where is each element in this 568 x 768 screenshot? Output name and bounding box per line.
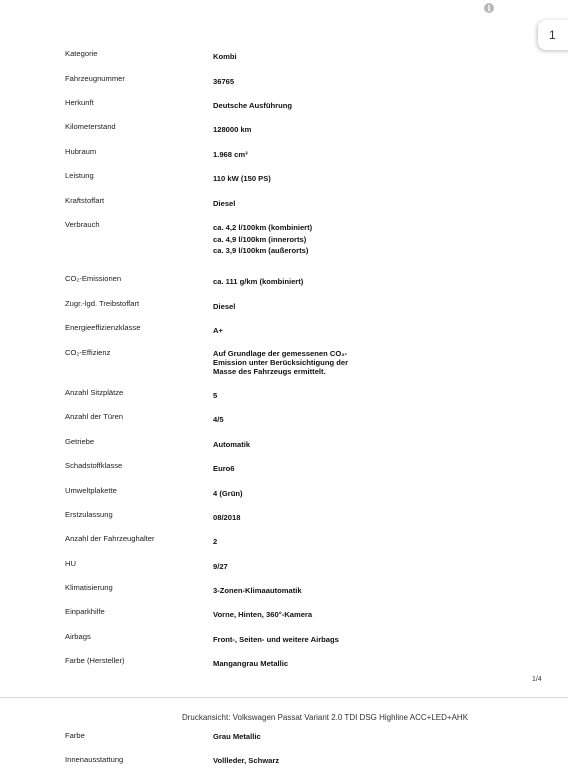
consumption-extra-urban: ca. 3,9 l/100km (außerorts) [213,246,309,255]
spec-value: A+ [213,326,223,335]
spec-label: Umweltplakette [65,486,117,495]
spec-label: Anzahl Sitzplätze [65,388,124,397]
spec-value: Vollleder, Schwarz [213,756,280,765]
spec-label: Klimatisierung [65,583,113,592]
spec-value: Diesel [213,302,236,311]
spec-value: Vorne, Hinten, 360°-Kamera [213,610,313,619]
spec-value: ca. 111 g/km (kombiniert) [213,277,304,286]
spec-value: 4 (Grün) [213,489,243,498]
page-indicator-badge: 1 [538,20,568,50]
spec-value: 4/5 [213,415,224,424]
spec-label: Airbags [65,632,91,641]
spec-label: Energieeffizienzklasse [65,323,141,332]
spec-label: Fahrzeugnummer [65,74,125,83]
spec-label: Hubraum [65,147,97,156]
spec-label: Anzahl der Türen [65,412,124,421]
spec-label: Innenausstattung [65,755,124,764]
spec-label: Schadstoffklasse [65,461,123,470]
consumption-combined: ca. 4,2 l/100km (kombiniert) [213,223,313,232]
page-divider [0,697,568,698]
spec-value: Euro6 [213,464,235,473]
spec-label: Kraftstoffart [65,196,105,205]
spec-value: Automatik [213,440,251,449]
spec-value: Deutsche Ausführung [213,101,293,110]
spec-value [213,222,312,257]
spec-value: Front-, Seiten- und weitere Airbags [213,635,339,644]
print-header: Druckansicht: Volkswagen Passat Variant 2.0 TDI DSG Highline ACC+LED+AHK [181,713,469,722]
spec-label: Farbe [65,731,85,740]
spec-label: Kategorie [65,49,98,58]
spec-label: Getriebe [65,437,95,446]
spec-label: Farbe (Hersteller) [65,656,125,665]
spec-value: 5 [213,391,218,400]
spec-value: 08/2018 [213,513,241,522]
spec-value: 2 [213,537,218,546]
spec-value: 110 kW (150 PS) [213,174,271,183]
spec-label: Herkunft [65,98,94,107]
spec-value: 1.968 cm³ [213,150,248,159]
consumption-urban: ca. 4,9 l/100km (innerorts) [213,234,307,244]
spec-label: Erstzulassung [65,510,113,519]
spec-value: Auf Grundlage der gemessenen CO₂-Emission unter Berücksichtigung der Masse des Fahrzeugs ermittelt. [213,349,349,376]
spec-label: Leistung [65,171,94,180]
info-icon[interactable]: i [484,3,494,13]
spec-value: Mangangrau Metallic [213,659,289,668]
spec-label: Zugr.-lgd. Treibstoffart [65,299,140,308]
spec-label: Kilometerstand [65,122,116,131]
spec-label: CO₂-Emissionen [65,274,122,283]
spec-value: 3-Zonen-Klimaautomatik [213,586,302,595]
spec-value: 9/27 [213,562,228,571]
spec-label: Anzahl der Fahrzeughalter [65,534,155,543]
spec-value: 36765 [213,77,235,86]
spec-value: Diesel [213,199,236,208]
spec-label: Einparkhilfe [65,607,105,616]
spec-value: Grau Metallic [213,732,261,741]
spec-value: 128000 km [213,125,252,134]
spec-value: Kombi [213,52,237,61]
spec-label: CO₂-Effizienz [65,348,111,357]
spec-label: Verbrauch [65,220,100,229]
spec-label: HU [65,559,76,568]
page-number: 1/4 [532,676,542,683]
